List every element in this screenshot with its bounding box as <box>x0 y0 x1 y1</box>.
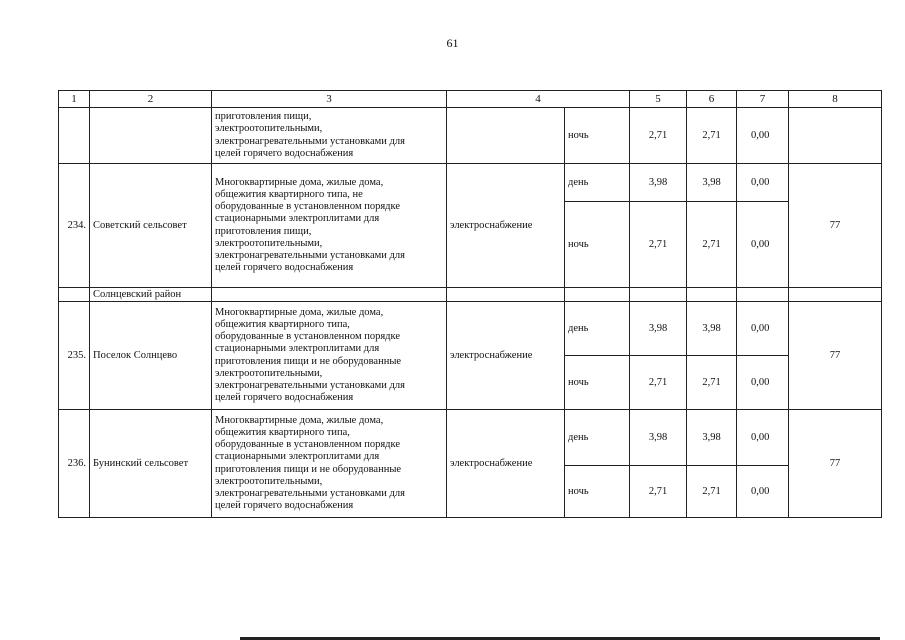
consumer-category <box>212 164 447 288</box>
category-line: стационарными электроплитами для <box>215 343 380 355</box>
category-line: электронагревательными установками для <box>215 135 405 147</box>
category-line: оборудованные в установленном порядке <box>215 439 401 451</box>
cell-empty <box>789 288 882 302</box>
header-col-5: 5 <box>630 91 687 108</box>
period-label: день <box>565 164 630 202</box>
category-line: стационарными электроплитами для <box>215 213 380 225</box>
locality-name: Советский сельсовет <box>90 164 212 288</box>
value-col7: 0,00 <box>737 466 789 518</box>
row-number: 236. <box>59 410 90 518</box>
period-label: ночь <box>565 356 630 410</box>
value-col6: 2,71 <box>687 108 737 164</box>
value-col5: 3,98 <box>630 164 687 202</box>
cell-empty <box>447 288 565 302</box>
consumer-category <box>212 410 447 518</box>
category-line: целей горячего водоснабжения <box>215 392 354 404</box>
category-line: оборудованные в установленном порядке <box>215 201 401 213</box>
code-col8: 77 <box>789 164 882 288</box>
service-type: электроснабжение <box>447 410 565 518</box>
value-col5: 2,71 <box>630 202 687 288</box>
category-line: электроотопительными, <box>215 367 323 379</box>
cell-empty <box>687 288 737 302</box>
code-col8: 77 <box>789 302 882 410</box>
header-col-6: 6 <box>687 91 737 108</box>
header-row <box>59 91 882 108</box>
value-col5: 2,71 <box>630 356 687 410</box>
table-row <box>59 410 882 466</box>
value-col7: 0,00 <box>737 410 789 466</box>
period-label: ночь <box>565 466 630 518</box>
category-line: электронагревательными установками для <box>215 249 405 261</box>
header-col-3: 3 <box>212 91 447 108</box>
table-row <box>59 108 882 164</box>
locality-name: Поселок Солнцево <box>90 302 212 410</box>
category-line: приготовления пищи и не оборудованные <box>215 463 402 475</box>
code-col8 <box>789 108 882 164</box>
consumer-category <box>212 302 447 410</box>
table-body <box>59 108 882 518</box>
district-row <box>59 288 882 302</box>
category-line: электронагревательными установками для <box>215 379 405 391</box>
category-line: электроотопительными, <box>215 123 323 135</box>
category-line: приготовления пищи, <box>215 225 312 237</box>
category-line: оборудованные в установленном порядке <box>215 331 401 343</box>
value-col7: 0,00 <box>737 108 789 164</box>
value-col6: 3,98 <box>687 164 737 202</box>
cell-num <box>59 288 90 302</box>
row-number <box>59 108 90 164</box>
category-line: электроотопительными, <box>215 237 323 249</box>
category-line: приготовления пищи, <box>215 111 312 123</box>
header-col-7: 7 <box>737 91 789 108</box>
locality-name: Бунинский сельсовет <box>90 410 212 518</box>
code-col8: 77 <box>789 410 882 518</box>
locality-name <box>90 108 212 164</box>
row-number: 234. <box>59 164 90 288</box>
district-name: Солнцевский район <box>90 288 212 302</box>
category-line: Многоквартирные дома, жилые дома, <box>215 414 384 426</box>
row-number: 235. <box>59 302 90 410</box>
table-row <box>59 302 882 356</box>
service-type <box>447 108 565 164</box>
category-line: приготовления пищи и не оборудованные <box>215 355 402 367</box>
category-line: целей горячего водоснабжения <box>215 147 354 159</box>
category-line: Многоквартирные дома, жилые дома, <box>215 176 384 188</box>
value-col7: 0,00 <box>737 356 789 410</box>
value-col5: 3,98 <box>630 410 687 466</box>
header-col-1: 1 <box>59 91 90 108</box>
period-label: день <box>565 302 630 356</box>
header-col-4: 4 <box>447 91 630 108</box>
category-line: целей горячего водоснабжения <box>215 500 354 512</box>
value-col5: 2,71 <box>630 108 687 164</box>
category-line: стационарными электроплитами для <box>215 451 380 463</box>
value-col7: 0,00 <box>737 164 789 202</box>
value-col6: 2,71 <box>687 202 737 288</box>
page-number: 61 <box>446 36 459 50</box>
table-row <box>59 164 882 202</box>
cell-empty <box>737 288 789 302</box>
period-label: ночь <box>565 202 630 288</box>
value-col7: 0,00 <box>737 202 789 288</box>
value-col5: 2,71 <box>630 466 687 518</box>
value-col5: 3,98 <box>630 302 687 356</box>
category-line: общежития квартирного типа, не <box>215 188 363 200</box>
category-line: электроотопительными, <box>215 475 323 487</box>
category-line: целей горячего водоснабжения <box>215 262 354 274</box>
service-type: электроснабжение <box>447 302 565 410</box>
category-line: электронагревательными установками для <box>215 487 405 499</box>
category-line: Многоквартирные дома, жилые дома, <box>215 306 384 318</box>
value-col6: 3,98 <box>687 302 737 356</box>
value-col6: 2,71 <box>687 466 737 518</box>
value-col6: 2,71 <box>687 356 737 410</box>
cell-empty <box>565 288 630 302</box>
period-label: ночь <box>565 108 630 164</box>
category-line: общежития квартирного типа, <box>215 318 350 330</box>
cell-empty <box>212 288 447 302</box>
tariff-table <box>58 90 882 518</box>
header-col-8: 8 <box>789 91 882 108</box>
header-col-2: 2 <box>90 91 212 108</box>
value-col6: 3,98 <box>687 410 737 466</box>
value-col7: 0,00 <box>737 302 789 356</box>
period-label: день <box>565 410 630 466</box>
category-line: общежития квартирного типа, <box>215 426 350 438</box>
consumer-category <box>212 108 447 164</box>
service-type: электроснабжение <box>447 164 565 288</box>
cell-empty <box>630 288 687 302</box>
